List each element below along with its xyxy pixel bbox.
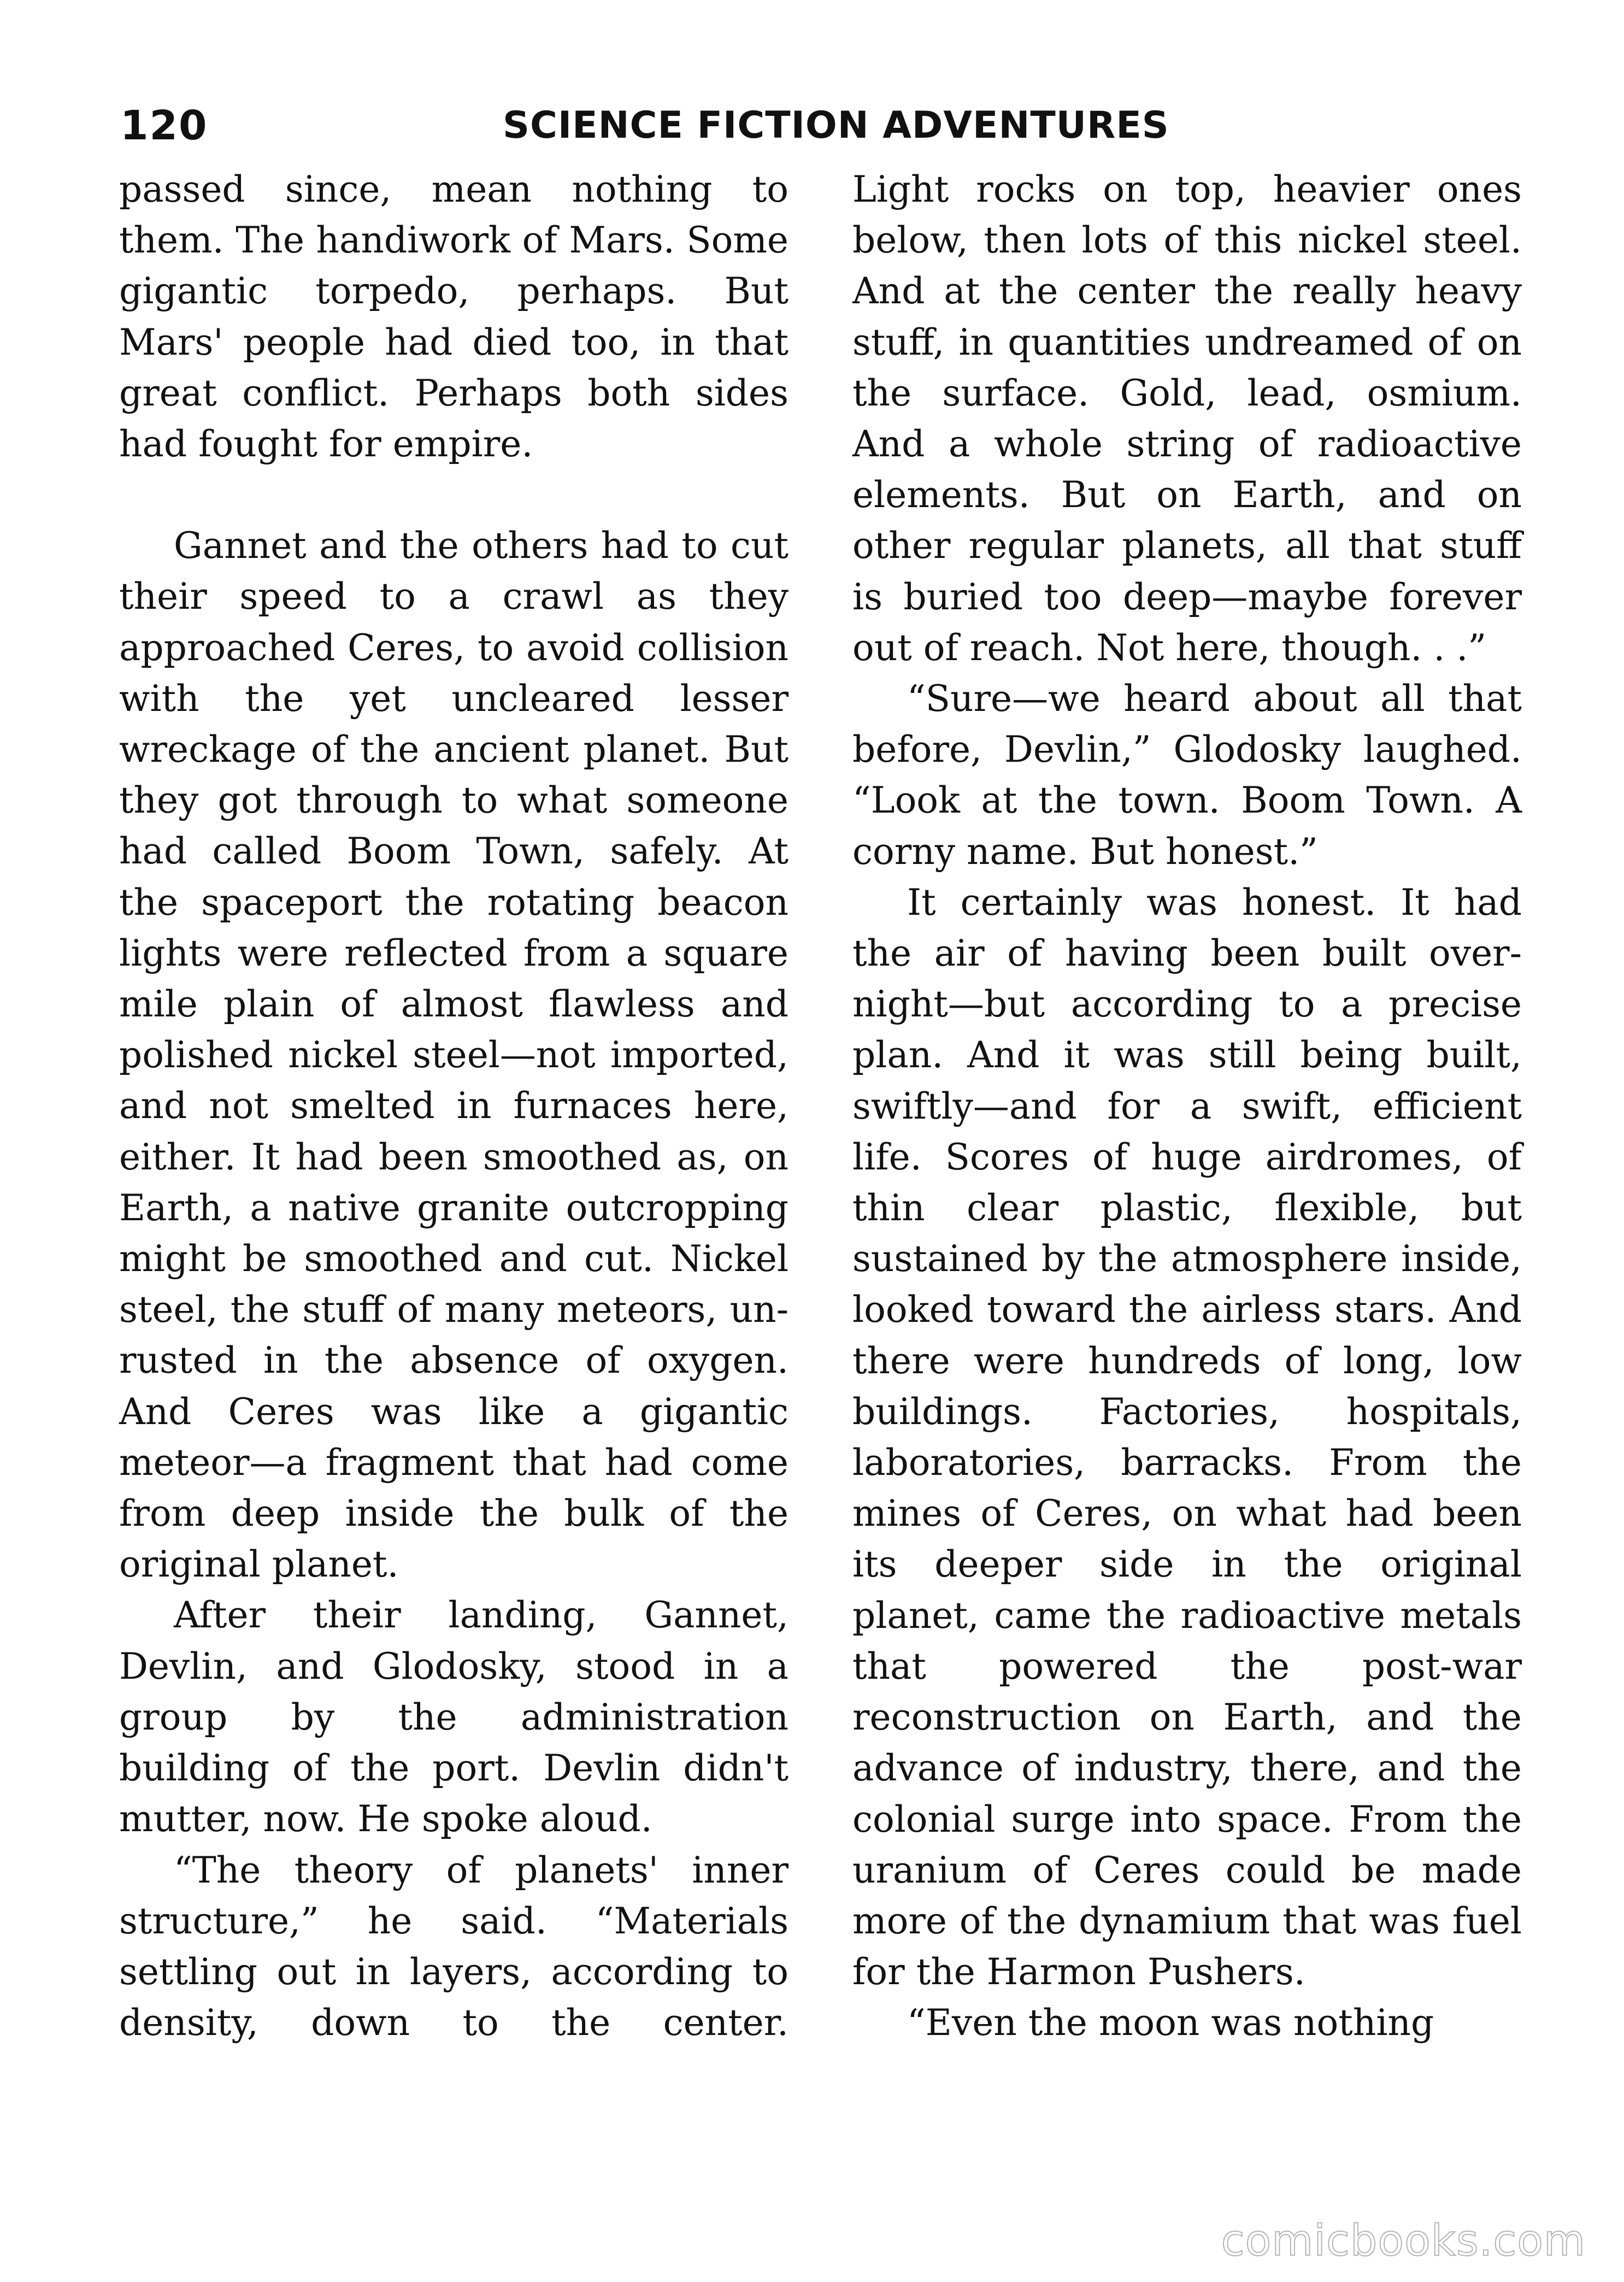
watermark: comicbooks.com (1221, 2216, 1586, 2266)
paragraph: Gannet and the others had to cut their speed to a crawl as they approached Ceres, to avoid collision with the yet uncleared lesser wreckage of the ancient planet. But they got through to what someone had called Boom Town, safely. At the spaceport the rotating beacon lights were reflected from a square mile plain of almost flawless and polished nickel steel—not imported, and not smelted in furnaces here, either. It had been smoothed as, on Earth, a native granite outcropping might be smoothed and cut. Nickel steel, the stuff of many meteors, unrusted in the absence of oxygen. And Ceres was like a gigantic meteor—a fragment that had come from deep inside the bulk of the original planet. (119, 525, 789, 1586)
paragraph: “Sure—we heard about all that before, Devlin,” Glodosky laughed. “Look at the town. Boom Town. A corny name. But honest.” (852, 678, 1522, 873)
running-head: SCIENCE FICTION ADVENTURES (503, 104, 1169, 147)
paragraph: “The theory of planets' inner structure,” he said. “Materials settling out in layers, according to density, down to the center. (119, 1849, 789, 2044)
paragraph: After their landing, Gannet, Devlin, and Glodosky, stood in a group by the administration building of the port. Devlin didn't mutter, now. He spoke aloud. (119, 1594, 789, 1840)
paragraph: It certainly was honest. It had the air of having been built overnight—but according to a precise plan. And it was still being built, swiftly—and for a swift, efficient life. Scores of huge airdromes, of thin clear plastic, flexible, but sustained by the atmosphere inside, looked toward the airless stars. And there were hundreds of long, low buildings. Factories, hospitals, laboratories, barracks. From the mines of Ceres, on what had been its deeper side in the original planet, came the radioactive metals that powered the post-war reconstruction on Earth, and the advance of industry, there, and the colonial surge into space. From the uranium of Ceres could be made more of the dynamium that was fuel for the Harmon Pushers. (852, 881, 1522, 1993)
left-column (119, 164, 789, 2048)
paragraph: “Even the moon was nothing (907, 2002, 1434, 2044)
page-header (120, 96, 1519, 156)
right-column (852, 164, 1522, 2049)
paragraph: passed since, mean nothing to them. The handiwork of Mars. Some gigantic torpedo, perhaps. But Mars' people had died too, in that great conflict. Perhaps both sides had fought for empire. (119, 168, 789, 466)
page-number: 120 (120, 102, 208, 149)
paragraph: Light rocks on top, heavier ones below, then lots of this nickel steel. And at the center the really heavy stuff, in quantities undreamed of on the surface. Gold, lead, osmium. And a whole string of radioactive elements. But on Earth, and on other regular planets, all that stuff is buried too deep—maybe forever out of reach. Not here, though. . .” (852, 168, 1522, 669)
